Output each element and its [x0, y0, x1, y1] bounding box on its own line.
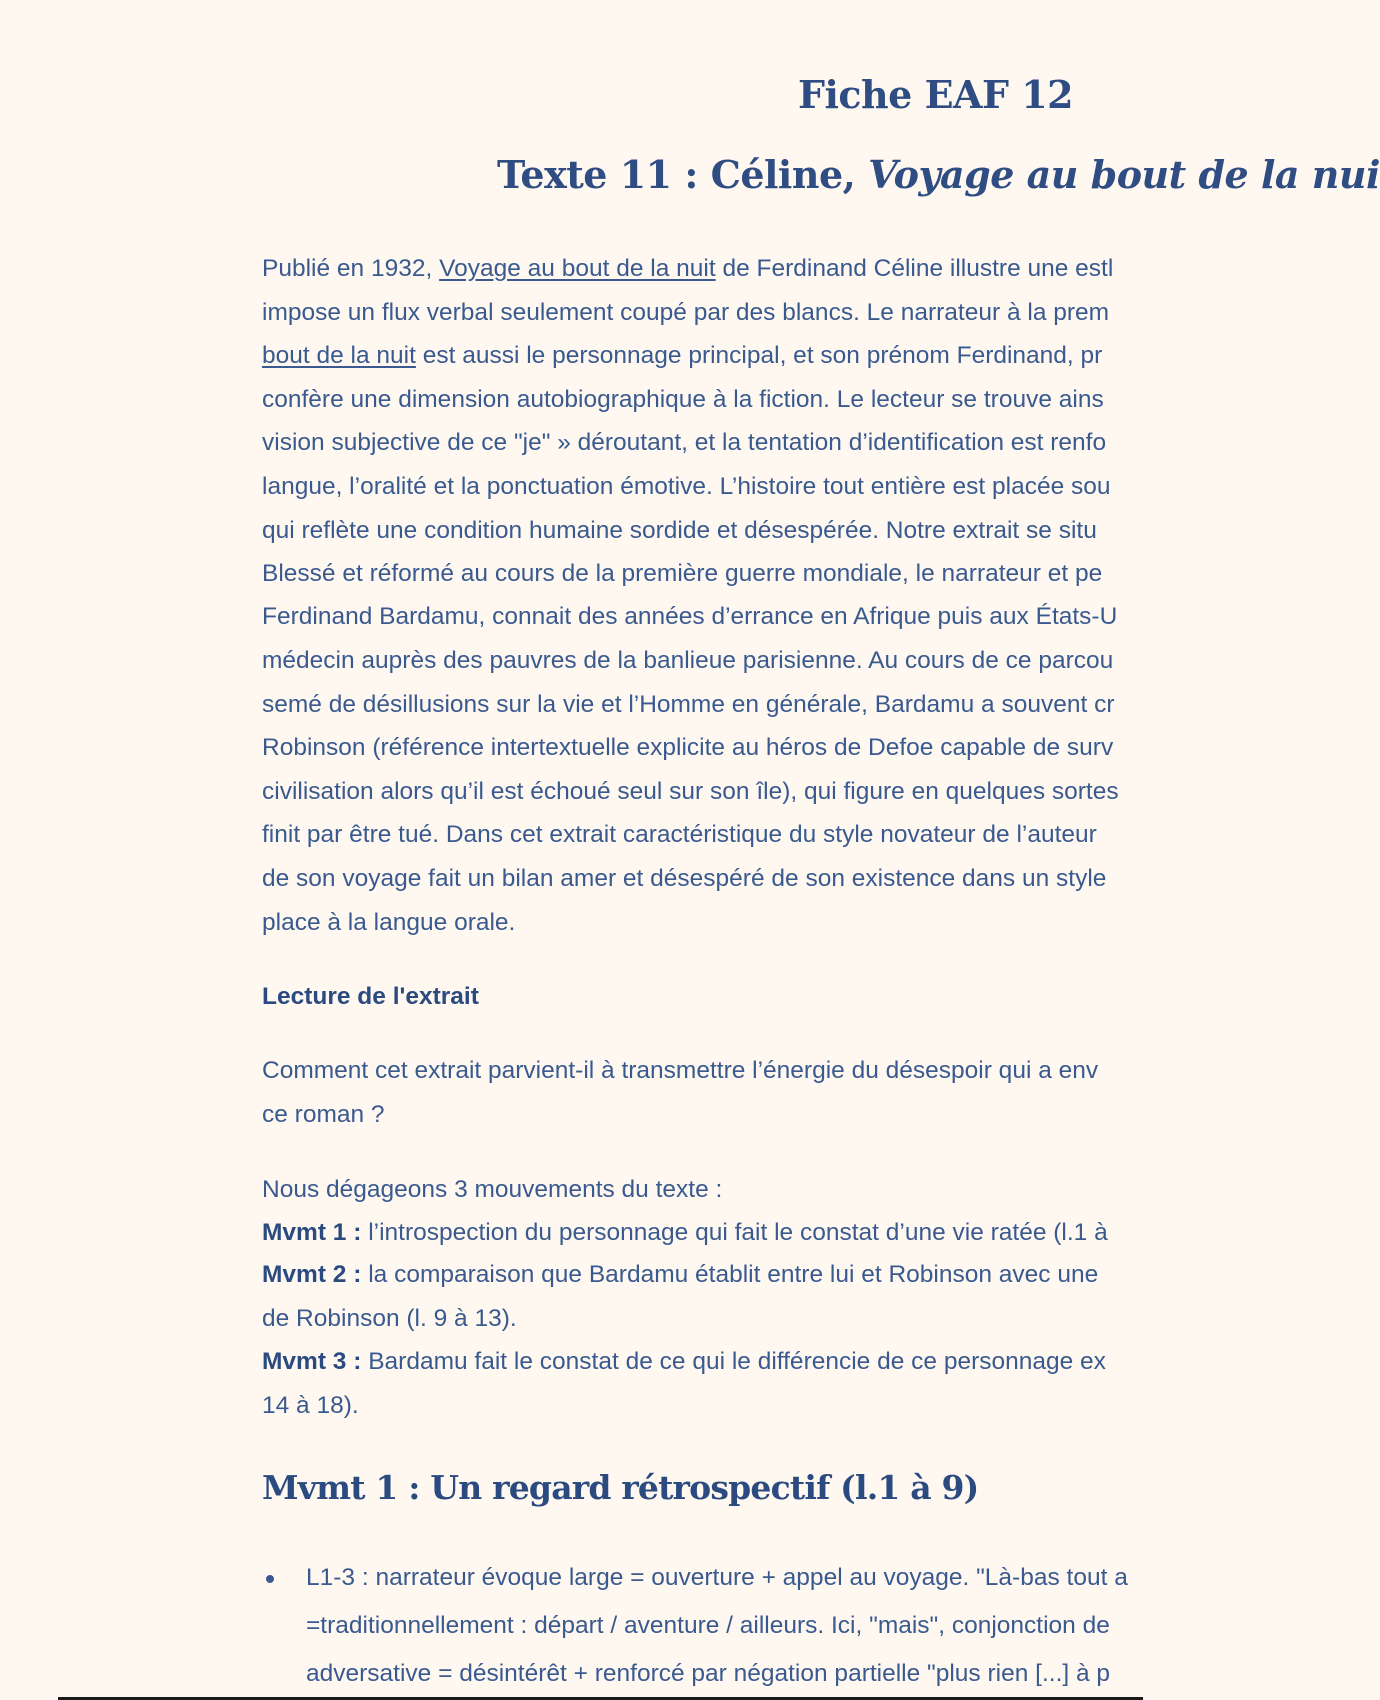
section-heading-label: Mvmt 1 :	[262, 1468, 420, 1507]
reading-heading: Lecture de l'extrait	[262, 983, 479, 1010]
movements-intro: Nous dégageons 3 mouvements du texte :	[262, 1176, 723, 1203]
text-line: bout de la nuit est aussi le personnage principal, et son prénom Ferdinand, pr	[262, 342, 1103, 369]
subtitle-prefix: Texte 11 : Céline,	[497, 152, 869, 197]
text-line: langue, l’oralité et la ponctuation émotive. L’histoire tout entière est placée sou	[262, 473, 1111, 500]
text-line: civilisation alors qu’il est échoué seul sur son île), qui figure en quelques sortes	[262, 778, 1119, 805]
text-line: médecin auprès des pauvres de la banlieue parisienne. Au cours de ce parcou	[262, 647, 1114, 674]
work-title-underlined: bout de la nuit	[262, 342, 416, 369]
text-line: confère une dimension autobiographique à la fiction. Le lecteur se trouve ains	[262, 386, 1104, 413]
text-line: vision subjective de ce "je" » déroutant, et la tentation d’identification est renfo	[262, 429, 1107, 456]
document-title: Fiche EAF 12	[798, 72, 1074, 117]
text-line: impose un flux verbal seulement coupé par des blancs. Le narrateur à la prem	[262, 299, 1110, 326]
bullet-icon	[266, 1575, 274, 1583]
text-line: semé de désillusions sur la vie et l’Homme en générale, Bardamu a souvent cr	[262, 691, 1115, 718]
section-heading: Mvmt 1 : Un regard rétrospectif (l.1 à 9)	[262, 1468, 979, 1507]
movement-2: Mvmt 2 : la comparaison que Bardamu établit entre lui et Robinson avec une	[262, 1261, 1099, 1288]
text-line: place à la langue orale.	[262, 909, 516, 936]
work-title-underlined: Voyage au bout de la nuit	[439, 255, 716, 282]
movement-3-cont: 14 à 18).	[262, 1392, 359, 1419]
movement-label: Mvmt 1 :	[262, 1219, 362, 1246]
text-line: Robinson (référence intertextuelle explicite au héros de Defoe capable de surv	[262, 734, 1114, 761]
text-line: finit par être tué. Dans cet extrait caractéristique du style novateur de l’auteur	[262, 821, 1097, 848]
text-line: Comment cet extrait parvient-il à transmettre l’énergie du désespoir qui a env	[262, 1057, 1099, 1084]
movement-1: Mvmt 1 : l’introspection du personnage qui fait le constat d’une vie ratée (l.1 à	[262, 1219, 1108, 1246]
text-line: adversative = désintérêt + renforcé par négation partielle "plus rien [...] à p	[306, 1660, 1111, 1687]
text-line: Publié en 1932, Voyage au bout de la nuit de Ferdinand Céline illustre une estl	[262, 255, 1114, 282]
text-line: =traditionnellement : départ / aventure / ailleurs. Ici, "mais", conjonction de	[306, 1612, 1110, 1639]
text-line: ce roman ?	[262, 1101, 385, 1128]
movement-label: Mvmt 2 :	[262, 1261, 362, 1288]
movement-2-cont: de Robinson (l. 9 à 13).	[262, 1305, 517, 1332]
text-line: de son voyage fait un bilan amer et désespéré de son existence dans un style	[262, 865, 1107, 892]
movement-label: Mvmt 3 :	[262, 1348, 362, 1375]
movement-3: Mvmt 3 : Bardamu fait le constat de ce qui le différencie de ce personnage ex	[262, 1348, 1106, 1375]
text-line: L1-3 : narrateur évoque large = ouverture + appel au voyage. "Là-bas tout a	[306, 1564, 1128, 1591]
text-line: qui reflète une condition humaine sordide et désespérée. Notre extrait se situ	[262, 517, 1097, 544]
text-line: Ferdinand Bardamu, connait des années d’errance en Afrique puis aux États-U	[262, 603, 1118, 630]
document-subtitle	[497, 152, 1380, 197]
subtitle-work-title: Voyage au bout de la nui	[868, 152, 1380, 197]
text-line: Blessé et réformé au cours de la première guerre mondiale, le narrateur et pe	[262, 560, 1103, 587]
